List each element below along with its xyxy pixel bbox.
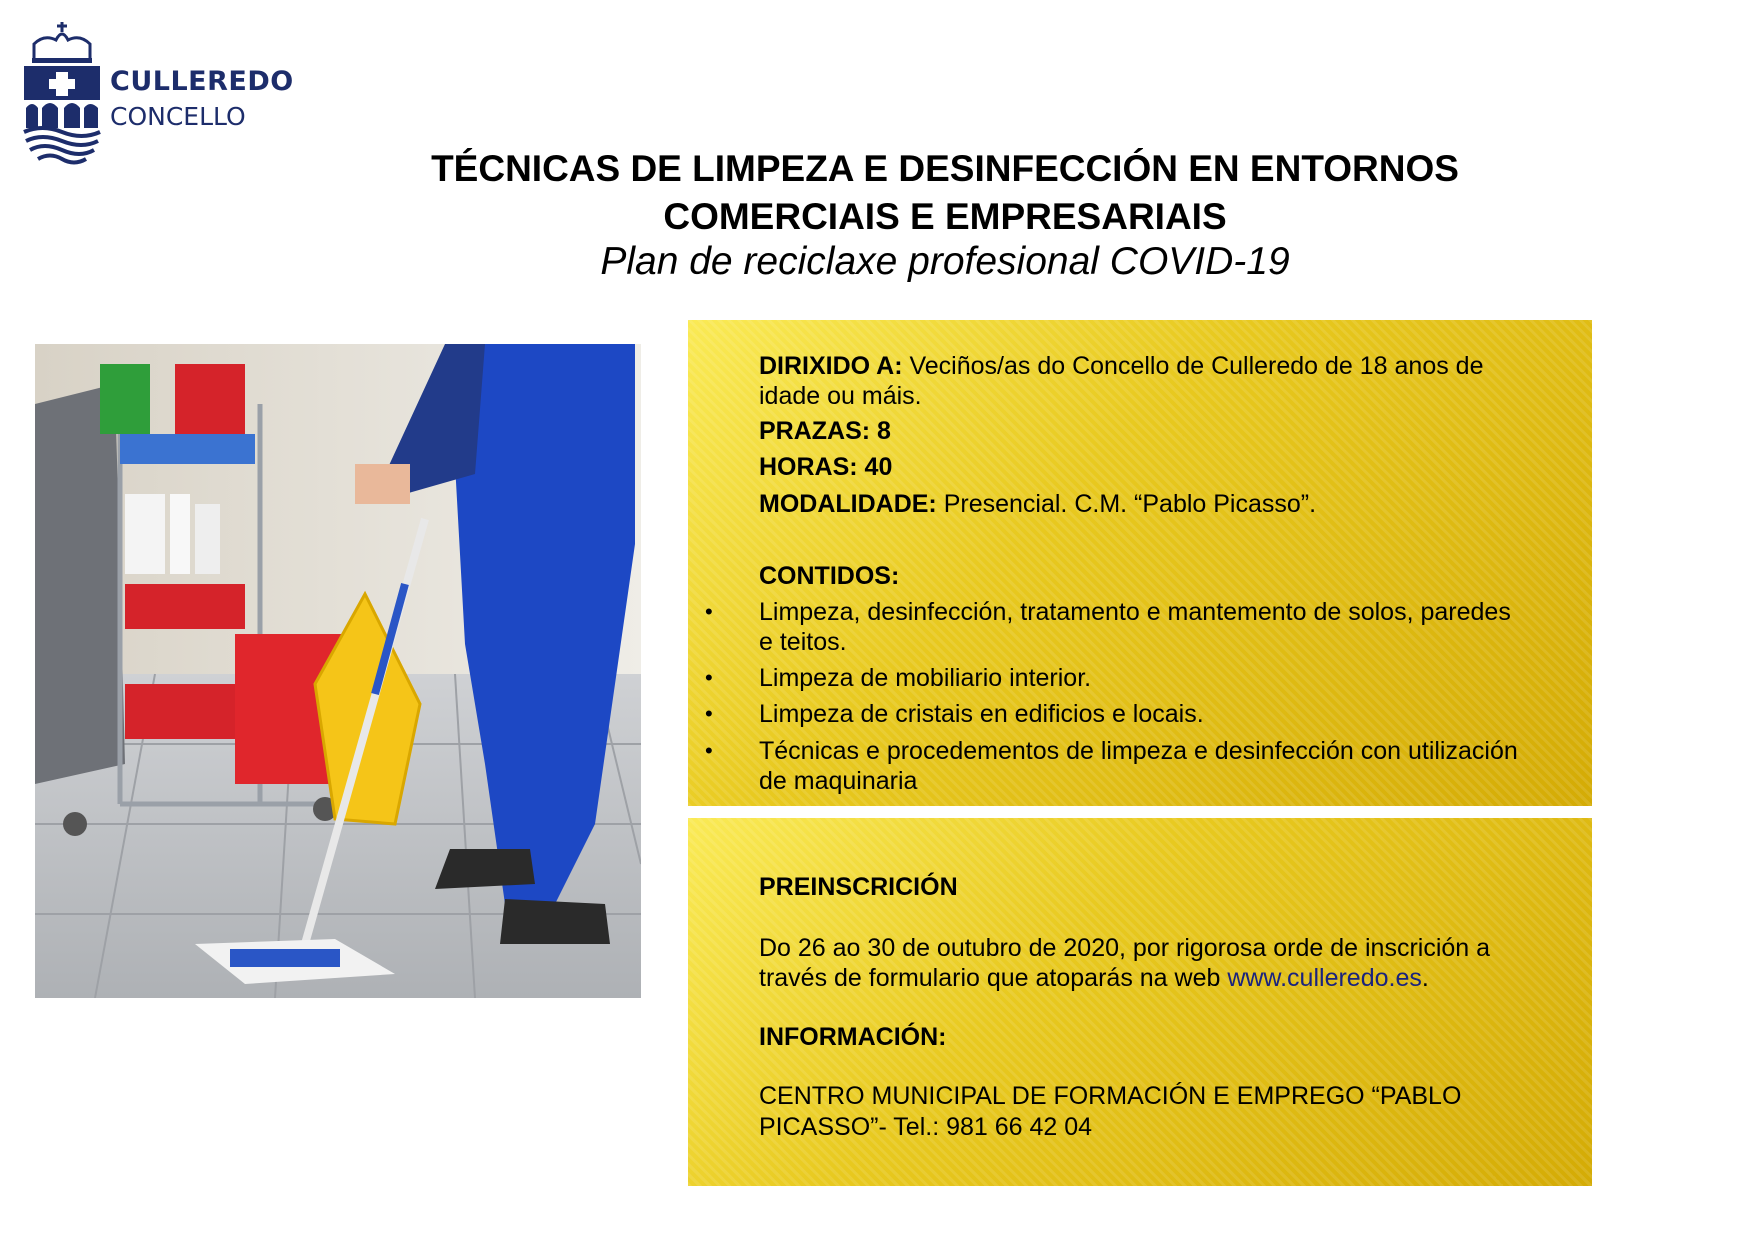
list-item: Limpeza de cristais en edificios e locais. (759, 700, 1204, 728)
hours: HORAS: 40 (759, 453, 893, 481)
title-line-1: TÉCNICAS DE LIMPEZA E DESINFECCIÓN EN ENTORNOS (431, 148, 1459, 189)
target-label: DIRIXIDO A: (759, 352, 903, 380)
coat-of-arms-icon (22, 20, 102, 170)
title-line-2: COMERCIAIS E EMPRESARIAIS (663, 196, 1227, 237)
bullet-marker: • (705, 701, 713, 726)
bullet-marker: • (705, 738, 713, 763)
list-item: Técnicas e procedementos de limpeza e desinfección con utilización (759, 737, 1518, 765)
list-item-cont: e teitos. (759, 628, 847, 656)
page-title (330, 145, 1560, 241)
registration-text-cont (759, 963, 1594, 993)
registration-text: Do 26 ao 30 de outubro de 2020, por rigorosa orde de inscrición a (759, 934, 1491, 962)
target-value-cont: idade ou máis. (759, 382, 922, 410)
modality-label: MODALIDADE: (759, 490, 937, 518)
culleredo-logo (22, 20, 294, 170)
center-name: CENTRO MUNICIPAL DE FORMACIÓN E EMPREGO “PABLO (759, 1082, 1462, 1110)
target-value: Veciños/as do Concello de Culleredo de 18 anos de (902, 352, 1484, 380)
target-audience (759, 351, 1594, 381)
list-item-cont: de maquinaria (759, 767, 918, 795)
list-item: Limpeza de mobiliario interior. (759, 664, 1092, 692)
logo-subname: CONCELLO (110, 102, 246, 131)
registration-heading: PREINSCRICIÓN (759, 873, 958, 901)
bullet-marker: • (705, 665, 713, 690)
modality-value: Presencial. C.M. “Pablo Picasso”. (936, 490, 1317, 518)
information-heading: INFORMACIÓN: (759, 1023, 947, 1051)
page-subtitle: Plan de reciclaxe profesional COVID-19 (600, 240, 1290, 283)
seats: PRAZAS: 8 (759, 417, 891, 445)
contents-heading: CONTIDOS: (759, 562, 900, 590)
website-link[interactable]: www.culleredo.es (1227, 964, 1422, 992)
modality (759, 489, 1594, 519)
logo-name: CULLEREDO (110, 66, 294, 97)
registration-text-2: través de formulario que atoparás na web (759, 964, 1228, 992)
list-item: Limpeza, desinfección, tratamento e mantemento de solos, paredes (759, 598, 1511, 626)
registration-text-end: . (1421, 964, 1429, 992)
cleaner-photo (35, 344, 641, 998)
center-phone: PICASSO”- Tel.: 981 66 42 04 (759, 1113, 1093, 1141)
bullet-marker: • (705, 599, 713, 624)
